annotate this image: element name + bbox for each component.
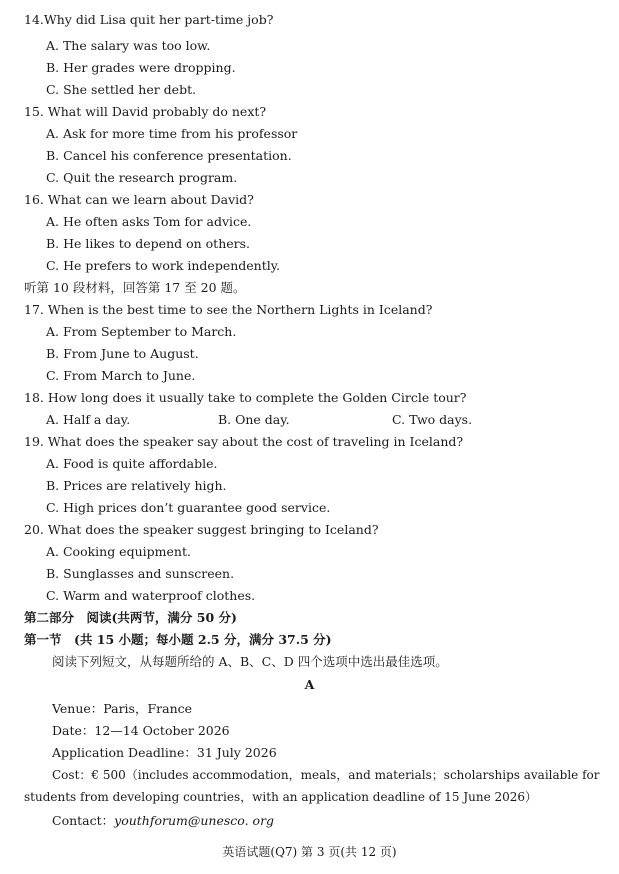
reading-instruction: 阅读下列短文，从每题所给的 A、B、C、D 四个选项中选出最佳选项。 (52, 654, 448, 669)
question-20-stem: 20. What does the speaker suggest bringing to Iceland? (24, 522, 379, 537)
question-16-option-b: B. He likes to depend on others. (46, 236, 251, 251)
contact-label: Contact： (52, 813, 115, 828)
page-footer: 英语试题(Q7) 第 3 页(共 12 页) (222, 845, 397, 859)
question-14-option-c: C. She settled her debt. (46, 82, 197, 97)
question-16-stem: 16. What can we learn about David? (24, 192, 254, 207)
question-20-option-b: B. Sunglasses and sunscreen. (46, 566, 235, 581)
question-17-option-c: C. From March to June. (46, 368, 196, 383)
question-19-option-b: B. Prices are relatively high. (46, 478, 227, 493)
question-16-option-c: C. He prefers to work independently. (46, 258, 281, 273)
question-15-option-a: A. Ask for more time from his professor (46, 126, 298, 141)
question-17-option-a: A. From September to March. (46, 324, 237, 339)
question-18-stem: 18. How long does it usually take to complete the Golden Circle tour? (24, 390, 467, 405)
passage-contact (52, 813, 274, 829)
question-18-option-a: A. Half a day. (46, 412, 131, 427)
question-18-option-b: B. One day. (218, 412, 290, 427)
passage-date: Date：12—14 October 2026 (52, 723, 230, 738)
question-14-stem: 14.Why did Lisa quit her part-time job? (24, 12, 274, 27)
listening-instruction: 听第 10 段材料，回答第 17 至 20 题。 (24, 280, 246, 295)
question-19-option-a: A. Food is quite affordable. (46, 456, 218, 471)
passage-venue: Venue：Paris，France (52, 701, 193, 716)
question-20-option-c: C. Warm and waterproof clothes. (46, 588, 256, 603)
question-14-option-b: B. Her grades were dropping. (46, 60, 236, 75)
question-20-option-a: A. Cooking equipment. (46, 544, 191, 559)
question-18-option-c: C. Two days. (392, 412, 473, 427)
question-19-stem: 19. What does the speaker say about the cost of traveling in Iceland? (24, 434, 464, 449)
passage-label: A (304, 677, 315, 692)
passage-deadline: Application Deadline：31 July 2026 (52, 745, 277, 760)
question-15-option-b: B. Cancel his conference presentation. (46, 148, 292, 163)
question-14-option-a: A. The salary was too low. (46, 38, 211, 53)
part-two-title: 第二部分 阅读(共两节，满分 50 分) (24, 610, 237, 625)
question-17-stem: 17. When is the best time to see the Northern Lights in Iceland? (24, 302, 433, 317)
section-one-title: 第一节 (共 15 小题；每小题 2.5 分，满分 37.5 分) (24, 632, 332, 647)
passage-cost-line-1: Cost：€ 500（includes accommodation，meals，and materials；scholarships available for (52, 768, 600, 782)
question-19-option-c: C. High prices don’t guarantee good service. (46, 500, 331, 515)
question-15-option-c: C. Quit the research program. (46, 170, 238, 185)
question-17-option-b: B. From June to August. (46, 346, 199, 361)
question-15-stem: 15. What will David probably do next? (24, 104, 267, 119)
passage-cost-line-2: students from developing countries，with an application deadline of 15 June 2026） (24, 790, 538, 804)
question-16-option-a: A. He often asks Tom for advice. (46, 214, 252, 229)
contact-email: youthforum@unesco. org (114, 813, 275, 828)
